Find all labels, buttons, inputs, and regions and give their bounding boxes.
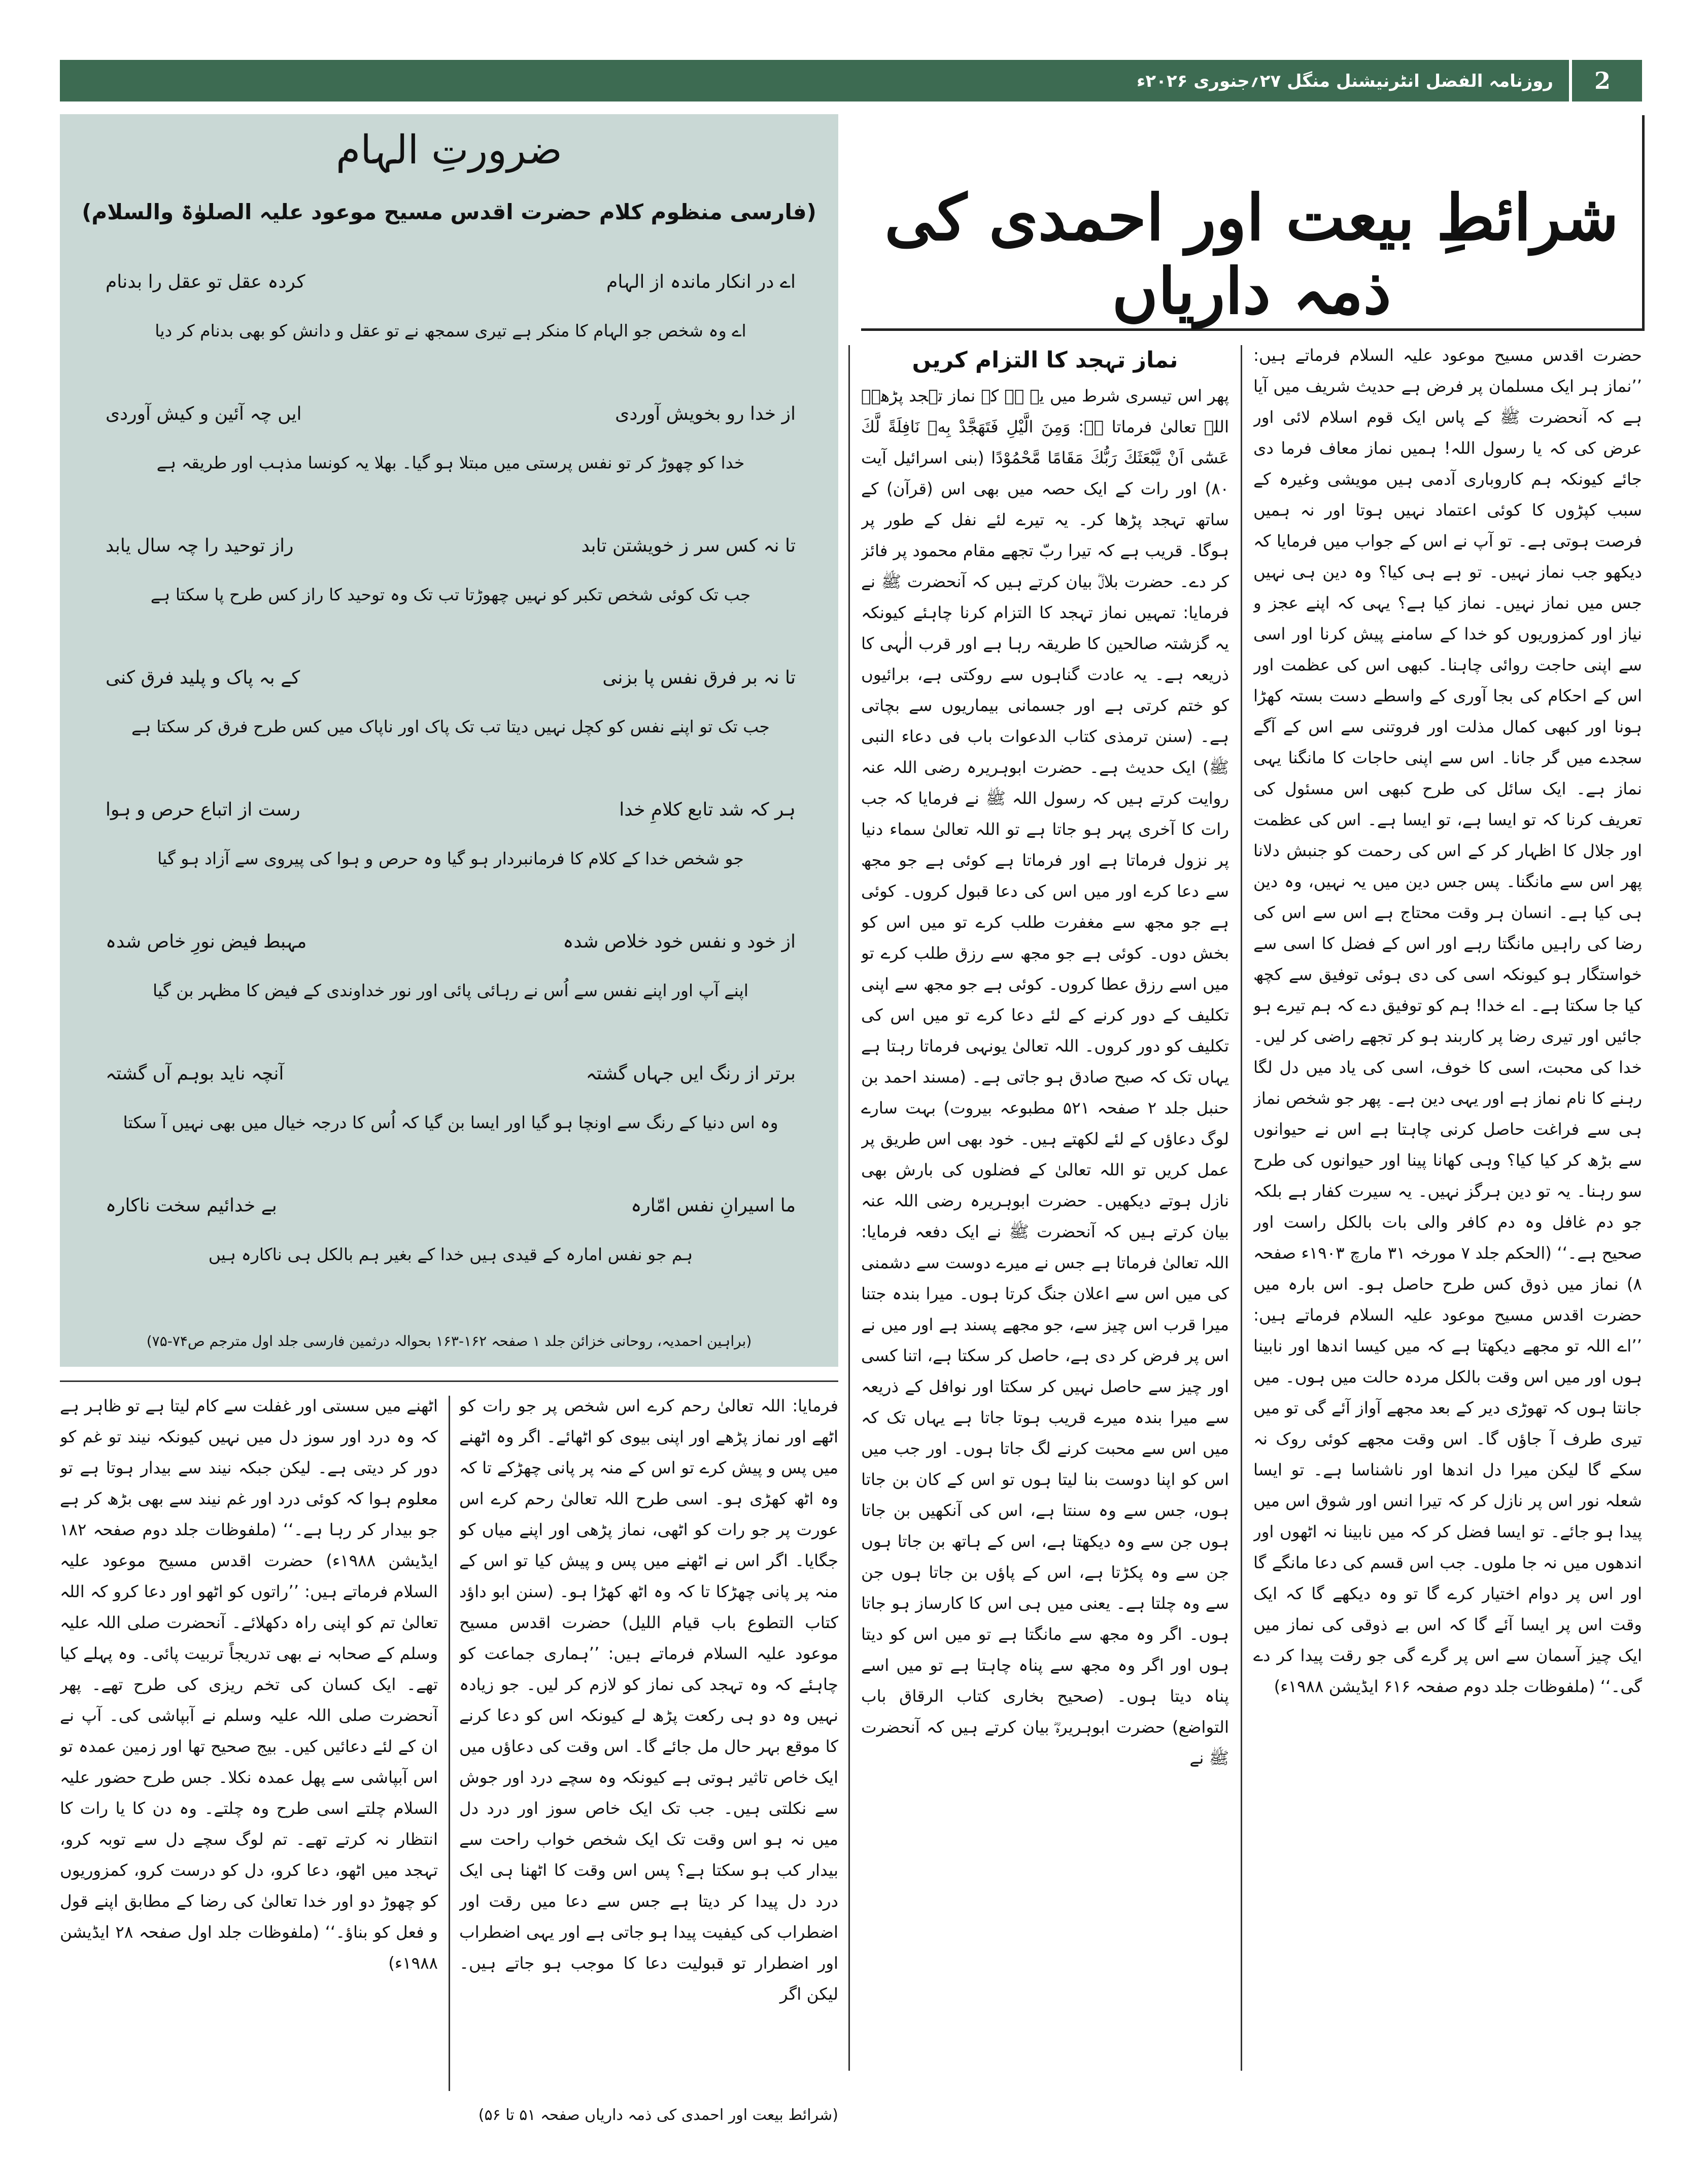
persian-line: ایں چہ آئین و کیش آوردی	[106, 403, 302, 424]
article-column-1	[1253, 340, 1642, 2076]
article-reference: (شرائط بیعت اور احمدی کی ذمہ داریاں صفحہ ۵۱ تا ۵۶)	[478, 2106, 838, 2124]
column-text: فرمایا: اللہ تعالیٰ رحم کرے اس شخص پر جو رات کو اٹھے اور نماز پڑھے اور اپنی بیوی کو اٹھائے۔ اگر وہ اٹھنے میں پس و پیش کرے تو اس کے منہ پر پانی چھڑکے تا کہ وہ اٹھ کھڑی ہو۔ اسی طرح اللہ تعالیٰ رحم کرے اس عورت پر جو رات کو اٹھی، نماز پڑھی اور اپنے میاں کو جگایا۔ اگر اس نے اٹھنے میں پس و پیش کیا تو اس کے منہ پر پانی چھڑکا تا کہ وہ اٹھ کھڑا ہو۔ (سنن ابو داؤد کتاب التطوع باب قیام اللیل) حضرت اقدس مسیح موعود علیہ السلام فرماتے ہیں: ’’ہماری جماعت کو چاہئے کہ وہ تہجد کی نماز کو لازم کر لیں۔ جو زیادہ نہیں وہ دو ہی رکعت پڑھ لے کیونکہ اس کو دعا کرنے کا موقع بہر حال مل جائے گا۔ اس وقت کی دعاؤں میں ایک خاص تاثیر ہوتی ہے کیونکہ وہ سچے درد اور جوش سے نکلتی ہیں۔ جب تک ایک خاص سوز اور درد دل میں نہ ہو اس وقت تک ایک شخص خواب راحت سے بیدار کب ہو سکتا ہے؟ پس اس وقت کا اٹھنا ہی ایک درد دل پیدا کر دیتا ہے جس سے دعا میں رقت اور اضطراب کی کیفیت پیدا ہو جاتی ہے اور یہی اضطراب اور اضطرار تو قبولیت دعا کا موجب ہو جاتے ہیں۔ لیکن اگر	[459, 1396, 838, 2004]
persian-line: کردہ عقل تو عقل را بدنام	[106, 272, 305, 292]
urdu-translation: وہ اس دنیا کے رنگ سے اونچا ہو گیا اور ایسا بن گیا کہ اُس کا درجہ خیال میں بھی نہیں آ سکتا	[123, 1112, 778, 1132]
persian-line: کے بہ پاک و پلید فرق کنی	[106, 667, 300, 688]
article-column-2	[861, 340, 1229, 2076]
masthead	[60, 60, 1642, 102]
section-heading: نماز تہجد کا التزام کریں	[912, 347, 1178, 373]
stanza	[106, 272, 796, 341]
persian-line: برتر از رنگ ایں جہاں گشتہ	[586, 1063, 796, 1084]
column-divider	[449, 1396, 450, 2091]
stanza	[106, 667, 796, 736]
poem-reference: (براہین احمدیہ، روحانی خزائن جلد ۱ صفحہ ۱۶۲-۱۶۳ بحوالہ درثمین فارسی جلد اول مترجم ص۷۴-۷۵)	[146, 1333, 752, 1350]
stanza	[106, 1063, 796, 1132]
persian-line: از خود و نفس خود خلاص شدہ	[563, 931, 796, 952]
column-divider	[1241, 345, 1242, 2071]
column-text: اٹھنے میں سستی اور غفلت سے کام لیتا ہے تو ظاہر ہے کہ وہ درد اور سوز دل میں نہیں کیونکہ نیند تو غم کو دور کر دیتی ہے۔ لیکن جبکہ نیند سے بیدار ہوتا ہے تو معلوم ہوا کہ کوئی درد اور غم نیند سے بھی بڑھ کر ہے جو بیدار کر رہا ہے۔‘‘ (ملفوظات جلد دوم صفحہ ۱۸۲ ایڈیشن ۱۹۸۸ء) حضرت اقدس مسیح موعود علیہ السلام فرماتے ہیں: ’’راتوں کو اٹھو اور دعا کرو کہ اللہ تعالیٰ تم کو اپنی راہ دکھلائے۔ آنحضرت صلی اللہ علیہ وسلم کے صحابہ نے بھی تدریجاً تربیت پائی۔ وہ پہلے کیا تھے۔ ایک کسان کی تخم ریزی کی طرح تھے۔ پھر آنحضرت صلی اللہ علیہ وسلم نے آبپاشی کی۔ آپ نے ان کے لئے دعائیں کیں۔ بیج صحیح تھا اور زمین عمدہ تو اس آبپاشی سے پھل عمدہ نکلا۔ جس طرح حضور علیہ السلام چلتے اسی طرح وہ چلتے۔ وہ دن کا یا رات کا انتظار نہ کرتے تھے۔ تم لوگ سچے دل سے توبہ کرو، تہجد میں اٹھو، دعا کرو، دل کو درست کرو، کمزوریوں کو چھوڑ دو اور خدا تعالیٰ کی رضا کے مطابق اپنے قول و فعل کو بناؤ۔‘‘ (ملفوظات جلد اول صفحہ ۲۸ ایڈیشن ۱۹۸۸ء)	[60, 1396, 438, 1973]
stanza	[106, 1195, 796, 1264]
persian-line: ہر کہ شد تابع کلامِ خدا	[619, 799, 796, 820]
poem-title: ضرورتِ الہام	[335, 127, 563, 173]
column-divider	[848, 345, 850, 2071]
persian-line: آنچہ ناید بوہم آں گشتہ	[106, 1063, 284, 1084]
article-title-box	[861, 115, 1645, 331]
article-column-4	[60, 1391, 438, 2091]
urdu-translation: ہم جو نفس امارہ کے قیدی ہیں خدا کے بغیر ہم بالکل ہی ناکارہ ہیں	[208, 1244, 693, 1264]
persian-line: تا نہ بر فرق نفس پا بزنی	[602, 667, 796, 688]
newspaper-dateline: روزنامہ الفضل انٹرنیشنل منگل ۲۷؍جنوری ۲۰۲۶ء	[1137, 71, 1553, 91]
column-text: پھر اس تیسری شرط میں یہ ہے کہ نماز تہجد پڑھے۔ اللہ تعالیٰ فرماتا ہے: وَمِنَ الَّيْلِ فَتَهَجَّدْ بِهٖ نَافِلَةً لَّكَ عَسٰٓى اَنْ يَّبْعَثَكَ رَبُّكَ مَقَامًا مَّحْمُوْدًا (بنی اسرائیل آیت ۸۰) اور رات کے ایک حصہ میں بھی اس (قرآن) کے ساتھ تہجد پڑھا کر۔ یہ تیرے لئے نفل کے طور پر ہوگا۔ قریب ہے کہ تیرا ربّ تجھے مقام محمود پر فائز کر دے۔ حضرت بلالؓ بیان کرتے ہیں کہ آنحضرت ﷺ نے فرمایا: تمہیں نماز تہجد کا التزام کرنا چاہئے کیونکہ یہ گزشتہ صالحین کا طریقہ رہا ہے اور قرب الٰہی کا ذریعہ ہے۔ یہ عادت گناہوں سے روکتی ہے، برائیوں کو ختم کرتی ہے اور جسمانی بیماریوں سے بچاتی ہے۔ (سنن ترمذی کتاب الدعوات باب فی دعاء النبی ﷺ) ایک حدیث ہے۔ حضرت ابوہریرہ رضی اللہ عنہ روایت کرتے ہیں کہ رسول اللہ ﷺ نے فرمایا کہ جب رات کا آخری پہر ہو جاتا ہے تو اللہ تعالیٰ سماء دنیا پر نزول فرماتا ہے اور فرماتا ہے کوئی ہے جو مجھ سے دعا کرے اور میں اس کی دعا قبول کروں۔ کوئی ہے جو مجھ سے مغفرت طلب کرے تو میں اس کو بخش دوں۔ کوئی ہے جو مجھ سے رزق طلب کرے تو میں اسے رزق عطا کروں۔ کوئی ہے جو مجھ سے اپنی تکلیف کے دور کرنے کے لئے دعا کرے تو میں اس کی تکلیف کو دور کروں۔ اللہ تعالیٰ یونہی فرماتا رہتا ہے یہاں تک کہ صبح صادق ہو جاتی ہے۔ (مسند احمد بن حنبل جلد ۲ صفحہ ۵۲۱ مطبوعہ بیروت) بہت سارے لوگ دعاؤں کے لئے لکھتے ہیں۔ خود بھی اس طریق پر عمل کریں تو اللہ تعالیٰ کے فضلوں کی بارش بھی نازل ہوتے دیکھیں۔ حضرت ابوہریرہ رضی اللہ عنہ بیان کرتے ہیں کہ آنحضرت ﷺ نے ایک دفعہ فرمایا: اللہ تعالیٰ فرماتا ہے جس نے میرے دوست سے دشمنی کی میں اس سے اعلان جنگ کرتا ہوں۔ میرا بندہ جتنا میرا قرب اس چیز سے، جو مجھے پسند ہے اور میں نے اس پر فرض کر دی ہے، حاصل کر سکتا ہے، اتنا کسی اور چیز سے حاصل نہیں کر سکتا اور نوافل کے ذریعہ سے میرا بندہ میرے قریب ہوتا جاتا ہے یہاں تک کہ میں اس سے محبت کرنے لگ جاتا ہوں۔ اور جب میں اس کو اپنا دوست بنا لیتا ہوں تو اس کے کان بن جاتا ہوں، جس سے وہ سنتا ہے، اس کی آنکھیں بن جاتا ہوں جن سے وہ دیکھتا ہے، اس کے ہاتھ بن جاتا ہوں جن سے وہ پکڑتا ہے، اس کے پاؤں بن جاتا ہوں جن سے وہ چلتا ہے۔ یعنی میں ہی اس کا کارساز ہو جاتا ہوں۔ اگر وہ مجھ سے مانگتا ہے تو میں اس کو دیتا ہوں اور اگر وہ مجھ سے پناہ چاہتا ہے تو میں اسے پناہ دیتا ہوں۔ (صحیح بخاری کتاب الرقاق باب التواضع) حضرت ابوہریرہؓ بیان کرتے ہیں کہ آنحضرت ﷺ نے	[861, 386, 1229, 1768]
urdu-translation: جو شخص خدا کے کلام کا فرمانبردار ہو گیا وہ حرص و ہوا کی پیروی سے آزاد ہو گیا	[157, 849, 744, 868]
poem-box	[60, 114, 838, 1367]
urdu-translation: خدا کو چھوڑ کر تو نفس پرستی میں مبتلا ہو گیا۔ بھلا یہ کونسا مذہب اور طریقہ ہے	[156, 453, 745, 473]
urdu-translation: اپنے آپ اور اپنے نفس سے اُس نے رہائی پائی اور نور خداوندی کے فیض کا مظہر بن گیا	[153, 981, 748, 1000]
persian-line: از خدا رو بخویش آوردی	[615, 403, 796, 424]
article-column-3	[459, 1391, 838, 2091]
persian-line: اے در انکار ماندہ از الہام	[606, 272, 796, 292]
stanza	[106, 535, 796, 604]
stanza	[106, 799, 796, 868]
persian-line: راز توحید را چہ سال یابد	[106, 535, 294, 556]
persian-line: بے خدائیم سخت ناکارہ	[106, 1195, 277, 1216]
persian-line: ما اسیرانِ نفس امّارہ	[631, 1195, 796, 1216]
persian-line: رست از اتباع حرص و ہوا	[106, 799, 300, 820]
poem-subtitle: (فارسی منظوم کلام حضرت اقدس مسیح موعود علیہ الصلوٰۃ والسلام)	[82, 199, 816, 224]
urdu-translation: جب تک تو اپنے نفس کو کچل نہیں دیتا تب تک پاک اور ناپاک میں کس طرح فرق کر سکتا ہے	[131, 717, 770, 736]
column-text: حضرت اقدس مسیح موعود علیہ السلام فرماتے ہیں: ’’نماز ہر ایک مسلمان پر فرض ہے حدیث شریف میں آیا ہے کہ آنحضرت ﷺ کے پاس ایک قوم اسلام لائی اور عرض کی کہ یا رسول اللہ! ہمیں نماز معاف فرما دی جائے کیونکہ ہم کاروباری آدمی ہیں مویشی وغیرہ کے سبب کپڑوں کا کوئی اعتماد نہیں ہوتا اور نہ ہمیں فرصت ہوتی ہے۔ تو آپ نے اس کے جواب میں فرمایا کہ دیکھو جب نماز نہیں۔ تو ہے ہی کیا؟ وہ دین ہی نہیں جس میں نماز نہیں۔ نماز کیا ہے؟ یہی کہ اپنے عجز و نیاز اور کمزوریوں کو خدا کے سامنے پیش کرنا اور اسی سے اپنی حاجت روائی چاہنا۔ کبھی اس کی عظمت اور اس کے احکام کی بجا آوری کے واسطے دست بستہ کھڑا ہونا اور کبھی کمال مذلت اور فروتنی سے اس کے آگے سجدے میں گر جانا۔ اس سے اپنی حاجات کا مانگنا یہی نماز ہے۔ ایک سائل کی طرح کبھی اس مسئول کی تعریف کرنا کہ تو ایسا ہے، تو ایسا ہے۔ اس کی عظمت اور جلال کا اظہار کر کے اس کی رحمت کو جنبش دلانا پھر اس سے مانگنا۔ پس جس دین میں یہ نہیں، وہ دین ہی کیا ہے۔ انسان ہر وقت محتاج ہے اس سے اس کی رضا کی راہیں مانگتا رہے اور اس کے فضل کا اسی سے خواستگار ہو کیونکہ اسی کی دی ہوئی توفیق سے کچھ کیا جا سکتا ہے۔ اے خدا! ہم کو توفیق دے کہ ہم تیرے ہو جائیں اور تیری رضا پر کاربند ہو کر تجھے راضی کر لیں۔ خدا کی محبت، اسی کا خوف، اسی کی یاد میں دل لگا رہنے کا نام نماز ہے اور یہی دین ہے۔ پھر جو شخص نماز ہی سے فراغت حاصل کرنی چاہتا ہے اس نے حیوانوں سے بڑھ کر کیا کیا؟ وہی کھانا پینا اور حیوانوں کی طرح سو رہنا۔ یہ تو دین ہرگز نہیں۔ یہ سیرت کفار ہے بلکہ جو دم غافل وہ دم کافر والی بات بالکل راست اور صحیح ہے۔‘‘ (الحکم جلد ۷ مورخہ ۳۱ مارچ ۱۹۰۳ء صفحہ ۸) نماز میں ذوق کس طرح حاصل ہو۔ اس بارہ میں حضرت اقدس مسیح موعود علیہ السلام فرماتے ہیں: ’’اے اللہ تو مجھے دیکھتا ہے کہ میں کیسا اندھا اور نابینا ہوں اور میں اس وقت بالکل مردہ حالت میں ہوں۔ میں جانتا ہوں کہ تھوڑی دیر کے بعد مجھے آواز آئے گی تو میں تیری طرف آ جاؤں گا۔ اس وقت مجھے کوئی روک نہ سکے گا لیکن میرا دل اندھا اور ناشناسا ہے۔ تو ایسا شعلہ نور اس پر نازل کر کہ تیرا انس اور شوق اس میں پیدا ہو جائے۔ تو ایسا فضل کر کہ میں نابینا نہ اٹھوں اور اندھوں میں نہ جا ملوں۔ جب اس قسم کی دعا مانگے گا اور اس پر دوام اختیار کرے گا تو وہ دیکھے گا کہ ایک وقت اس پر ایسا آئے گا کہ اس بے ذوقی کی نماز میں ایک چیز آسمان سے اس پر گرے گی جو رقت پیدا کر دے گی۔‘‘ (ملفوظات جلد دوم صفحہ ۶۱۶ ایڈیشن ۱۹۸۸ء)	[1253, 346, 1642, 1696]
urdu-translation: جب تک کوئی شخص تکبر کو نہیں چھوڑتا تب تک وہ توحید کا راز کس طرح پا سکتا ہے	[150, 585, 751, 604]
stanza	[106, 403, 796, 473]
stanza	[106, 931, 796, 1000]
poem-bottom-rule	[60, 1380, 838, 1382]
persian-line: مہبط فیض نورِ خاص شدہ	[106, 931, 307, 952]
page-number: 2	[1569, 60, 1633, 102]
article-title: شرائطِ بیعت اور احمدی کی ذمہ داریاں	[884, 181, 1619, 328]
urdu-translation: اے وہ شخص جو الہام کا منکر ہے تیری سمجھ نے تو عقل و دانش کو بھی بدنام کر دیا	[155, 321, 746, 341]
persian-line: تا نہ کس سر ز خویشتن تابد	[581, 535, 796, 556]
